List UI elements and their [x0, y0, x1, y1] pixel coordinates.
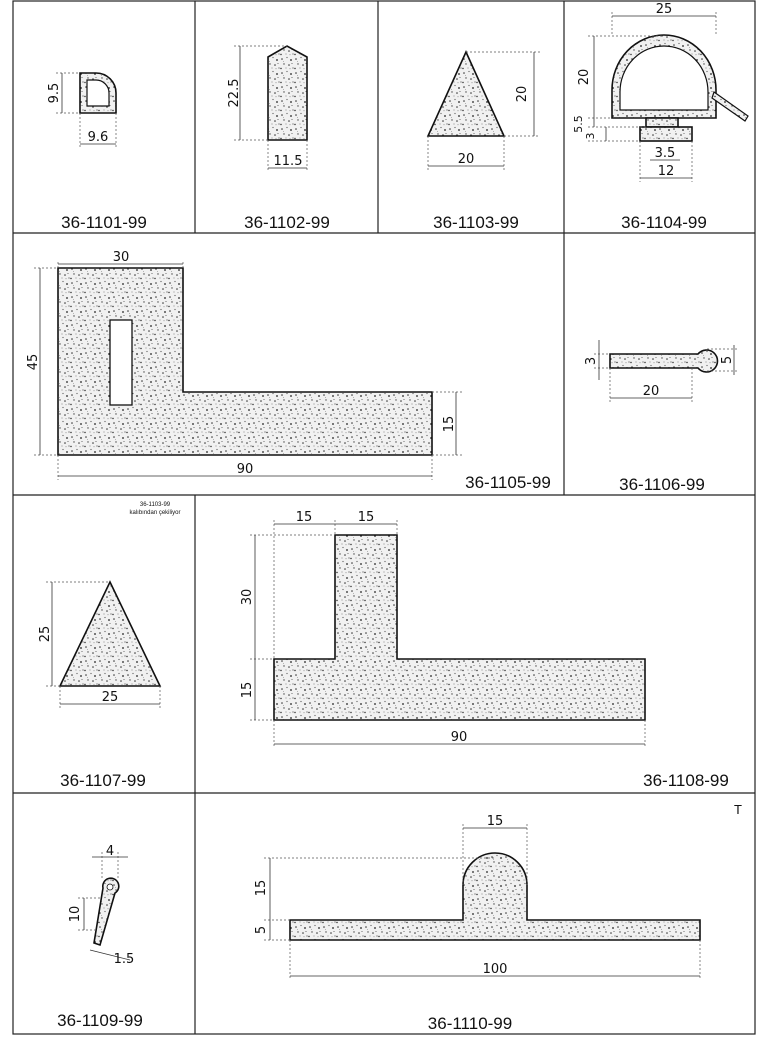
- dimension-label: 90: [450, 730, 468, 745]
- profile-base: [640, 127, 692, 141]
- profile-36-1108-99: [240, 510, 729, 790]
- dimension-label: 15: [486, 814, 504, 829]
- profile-36-1106-99: [584, 340, 738, 494]
- dimension-label: 1.5: [113, 952, 135, 967]
- dimension-label: 20: [457, 152, 475, 167]
- profile-code-label: 36-1101-99: [61, 213, 147, 232]
- mold-note-line-2: kalıbından çekiliyor: [129, 510, 181, 516]
- profile-shape: [428, 52, 504, 136]
- profile-code-label: 36-1105-99: [465, 473, 551, 492]
- profile-shape: [274, 535, 645, 720]
- dimension-label: 20: [515, 85, 530, 103]
- profile-code-label: 36-1106-99: [619, 475, 705, 494]
- profile-shape: [610, 350, 717, 372]
- corner-mark: T: [734, 802, 742, 817]
- dimension-label: 30: [240, 588, 255, 606]
- profile-slot: [110, 320, 132, 405]
- profile-code-label: 36-1103-99: [433, 213, 519, 232]
- profile-36-1103-99: [428, 52, 540, 232]
- dimension-label: 4: [105, 844, 115, 859]
- profile-cavity: [107, 884, 113, 890]
- dimension-label: 15: [442, 415, 457, 433]
- dimension-label: 3.5: [654, 146, 676, 161]
- dimension-label: 3: [584, 356, 599, 366]
- profile-shape: [268, 46, 307, 140]
- dimension-label: 5.5: [572, 115, 585, 133]
- profile-36-1107-99: [38, 502, 181, 790]
- profile-code-label: 36-1108-99: [643, 771, 729, 790]
- profile-36-1101-99: [47, 73, 147, 232]
- dimension-label: 3: [584, 132, 597, 140]
- dimension-label: 25: [101, 690, 119, 705]
- dimension-label: 15: [254, 879, 269, 897]
- catalog-grid: [13, 1, 755, 1034]
- dimension-label: 45: [26, 353, 41, 371]
- profile-shape: [94, 878, 119, 945]
- dimension-label: 15: [240, 681, 255, 699]
- profile-code-label: 36-1110-99: [427, 1014, 513, 1033]
- dimension-label: 5: [254, 925, 269, 935]
- dimension-label: 22.5: [227, 78, 242, 108]
- mold-note-line-1: 36-1103-99: [139, 502, 171, 508]
- dimension-label: 20: [642, 384, 660, 399]
- profile-code-label: 36-1107-99: [60, 771, 146, 790]
- profile-code-label: 36-1102-99: [244, 213, 330, 232]
- dimension-label: 100: [482, 962, 508, 977]
- dimension-label: 11.5: [273, 154, 303, 169]
- profile-36-1102-99: [227, 46, 330, 232]
- dimension-label: 25: [655, 2, 673, 17]
- dimension-label: 9.6: [87, 130, 109, 145]
- dimension-label: 20: [577, 68, 592, 86]
- profile-code-label: 36-1109-99: [57, 1011, 143, 1030]
- dimension-label: 12: [657, 164, 675, 179]
- profile-cavity: [87, 80, 109, 106]
- dimension-label: 15: [357, 510, 375, 525]
- profile-neck: [646, 118, 678, 127]
- dimension-label: 10: [68, 905, 83, 923]
- dimension-label: 90: [236, 462, 254, 477]
- dimension-label: 25: [38, 625, 53, 643]
- profile-36-1105-99: [26, 250, 551, 492]
- profile-lip: [712, 92, 748, 121]
- profile-shape: [60, 582, 160, 686]
- profile-code-label: 36-1104-99: [621, 213, 707, 232]
- dimension-label: 9.5: [47, 82, 62, 104]
- profile-36-1110-99: [254, 814, 700, 1033]
- dimension-label: 30: [112, 250, 130, 265]
- profile-36-1109-99: [57, 844, 143, 1030]
- profile-shape: [290, 853, 700, 940]
- profile-36-1104-99: [572, 2, 748, 232]
- dimension-label: 15: [295, 510, 313, 525]
- dimension-label: 5: [720, 355, 735, 365]
